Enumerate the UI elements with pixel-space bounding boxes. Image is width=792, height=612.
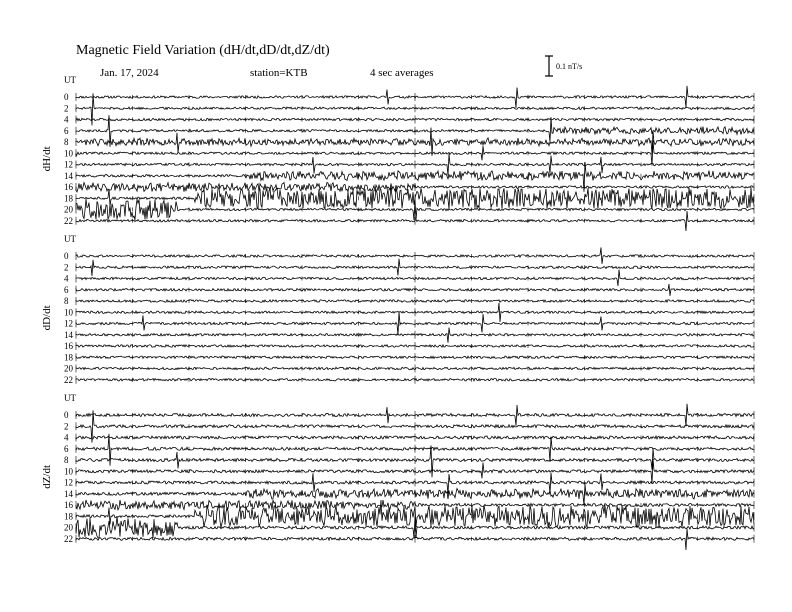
row-tick-label: 2 xyxy=(64,262,69,273)
ut-label: UT xyxy=(64,393,76,403)
row-tick-label: 10 xyxy=(64,307,73,318)
row-tick-label: 6 xyxy=(64,284,69,295)
row-tick-label: 20 xyxy=(64,363,73,374)
row-tick-label: 20 xyxy=(64,522,73,533)
row-tick-label: 0 xyxy=(64,92,69,102)
row-tick-label: 18 xyxy=(64,352,73,363)
scale-bar-label: 0.1 nT/s xyxy=(556,62,583,71)
row-tick-label: 18 xyxy=(64,511,73,522)
row-tick-label: 6 xyxy=(64,443,69,454)
row-tick-label: 14 xyxy=(64,170,73,181)
row-tick-label: 18 xyxy=(64,193,73,204)
row-tick-label: 12 xyxy=(64,159,73,170)
row-tick-label: 22 xyxy=(64,533,73,544)
row-tick-label: 6 xyxy=(64,125,69,136)
ut-label: UT xyxy=(64,75,76,85)
row-tick-label: 4 xyxy=(64,114,69,125)
ut-label: UT xyxy=(64,234,76,244)
component-label: dD/dt xyxy=(41,305,53,331)
row-tick-label: 14 xyxy=(64,488,73,499)
row-tick-label: 22 xyxy=(64,374,73,385)
panels-group xyxy=(41,75,754,550)
component-label: dZ/dt xyxy=(41,464,53,489)
row-tick-label: 12 xyxy=(64,477,73,488)
scale-bar xyxy=(545,56,553,76)
chart-title: Magnetic Field Variation (dH/dt,dD/dt,dZ/dt) xyxy=(76,43,330,58)
station-label: station=KTB xyxy=(250,67,308,79)
row-tick-label: 8 xyxy=(64,455,69,465)
row-tick-label: 20 xyxy=(64,204,73,215)
row-tick-label: 10 xyxy=(64,148,73,159)
row-tick-label: 16 xyxy=(64,182,73,192)
component-label: dH/dt xyxy=(41,146,53,172)
row-tick-label: 16 xyxy=(64,500,73,510)
row-tick-label: 14 xyxy=(64,329,73,340)
row-tick-label: 0 xyxy=(64,251,69,261)
row-tick-label: 22 xyxy=(64,215,73,226)
row-tick-label: 2 xyxy=(64,103,69,114)
row-tick-label: 16 xyxy=(64,341,73,351)
row-tick-label: 2 xyxy=(64,421,69,432)
row-tick-label: 4 xyxy=(64,432,69,443)
row-tick-label: 12 xyxy=(64,318,73,329)
row-tick-label: 8 xyxy=(64,137,69,147)
row-tick-label: 0 xyxy=(64,410,69,420)
averaging-label: 4 sec averages xyxy=(370,67,434,79)
row-tick-label: 4 xyxy=(64,273,69,284)
row-tick-label: 10 xyxy=(64,466,73,477)
date-label: Jan. 17, 2024 xyxy=(100,67,159,79)
row-tick-label: 8 xyxy=(64,296,69,306)
